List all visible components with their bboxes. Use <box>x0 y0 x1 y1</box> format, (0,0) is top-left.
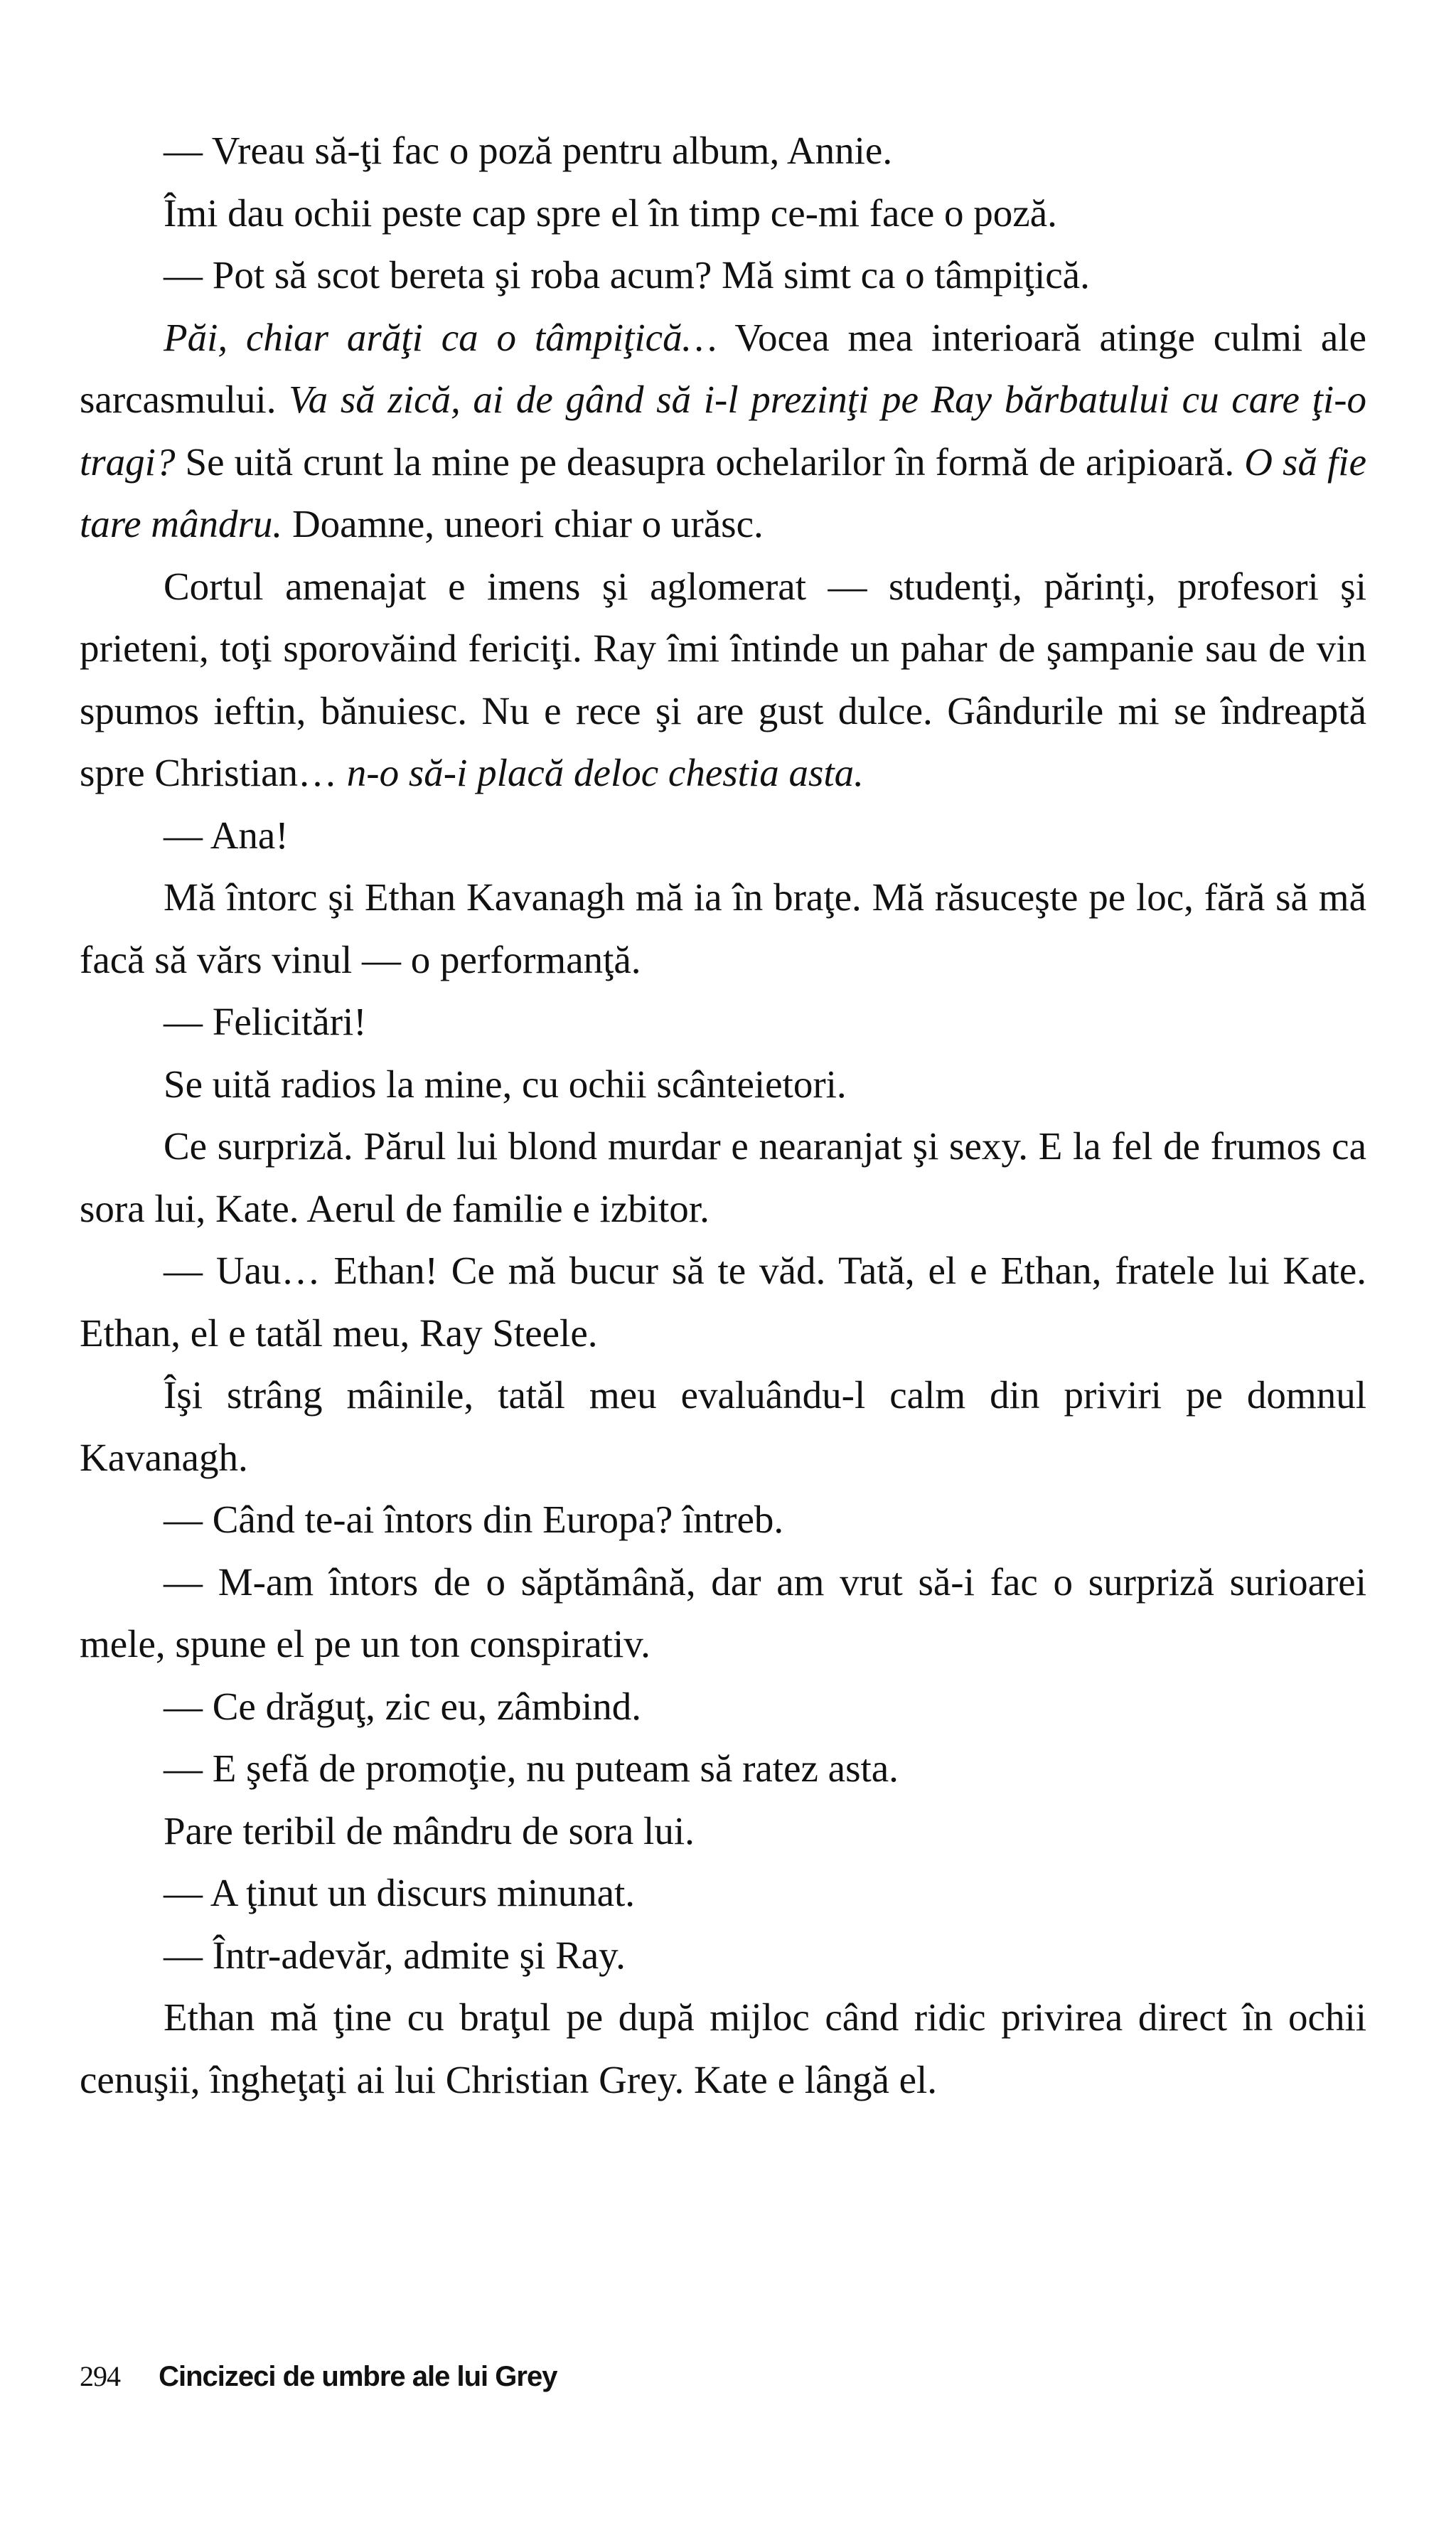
paragraph <box>80 991 1366 1053</box>
paragraph <box>80 1800 1366 1862</box>
paragraph <box>80 1364 1366 1488</box>
paragraph <box>80 306 1366 555</box>
italic-run: n-o să-i placă deloc chestia asta. <box>346 751 864 794</box>
text-run: — Vreau să-ţi fac o poză pentru album, Annie. <box>164 129 893 172</box>
text-run: Îmi dau ochii peste cap spre el în timp ce-mi face o poză. <box>164 191 1057 235</box>
paragraph <box>80 244 1366 306</box>
text-run: — Uau… Ethan! Ce mă bucur să te văd. Tată, el e Ethan, fratele lui Kate. Ethan, el e tatăl meu, Ray Steele. <box>80 1249 1366 1355</box>
text-run: — Felicitări! <box>164 1000 367 1043</box>
text-run: Cortul amenajat e imens şi aglomerat — studenţi, părinţi, profesori şi prieteni, toţi sporovăind fericiţi. Ray îmi întinde un pahar de şampanie sau de vin spumos ieftin, bănuiesc. Nu e rece şi are gust dulce. Gândurile mi se îndreaptă spre Christian… <box>80 564 1366 794</box>
paragraph <box>80 1239 1366 1364</box>
paragraph <box>80 1053 1366 1116</box>
paragraph <box>80 1924 1366 1987</box>
paragraph <box>80 1115 1366 1239</box>
text-run: Se uită crunt la mine pe deasupra ochelarilor în formă de aripioară. <box>175 439 1245 484</box>
paragraph <box>80 1986 1366 2111</box>
text-run: Ce surpriză. Părul lui blond murdar e nearanjat şi sexy. E la fel de frumos ca sora lui, Kate. Aerul de familie e izbitor. <box>80 1124 1366 1230</box>
text-run: Se uită radios la mine, cu ochii scânteietori. <box>164 1062 847 1106</box>
text-run: — E şefă de promoţie, nu puteam să ratez asta. <box>164 1747 899 1790</box>
paragraph <box>80 555 1366 804</box>
text-run: — Pot să scot bereta şi roba acum? Mă simt ca o tâmpiţică. <box>164 253 1090 297</box>
text-run: Doamne, uneori chiar o urăsc. <box>282 502 764 545</box>
text-run: — Ce drăguţ, zic eu, zâmbind. <box>164 1684 642 1728</box>
text-run: — Când te-ai întors din Europa? întreb. <box>164 1498 784 1541</box>
italic-run: Va să zică, ai de gând să i-l prezinţi pe Ray bărbatului cu care ţi-o tragi? <box>80 378 1367 484</box>
paragraph <box>80 182 1366 245</box>
paragraph <box>80 1737 1366 1800</box>
paragraph <box>80 804 1366 867</box>
text-run: — M-am întors de o săptămână, dar am vrut să-i fac o surpriză surioarei mele, spune el pe un ton conspirativ. <box>80 1559 1366 1665</box>
page-footer <box>80 2360 1366 2393</box>
italic-run: O să fie tare mândru. <box>80 439 1366 545</box>
paragraph <box>80 1862 1366 1924</box>
body-text <box>80 119 1366 2111</box>
text-run: — Ana! <box>164 813 289 857</box>
text-run: Mă întorc şi Ethan Kavanagh mă ia în braţe. Mă răsuceşte pe loc, fără să mă facă să vărs vinul — o performanţă. <box>80 875 1366 981</box>
text-run: Vocea mea interioară atinge culmi ale sarcasmului. <box>80 315 1366 421</box>
text-run: — Într-adevăr, admite şi Ray. <box>164 1933 626 1977</box>
text-run: Ethan mă ţine cu braţul pe după mijloc când ridic privirea direct în ochii cenuşii, îngheţaţi ai lui Christian Grey. Kate e lângă el. <box>80 1995 1366 2101</box>
text-run: — A ţinut un discurs minunat. <box>164 1871 636 1914</box>
running-title: Cincizeci de umbre ale lui Grey <box>159 2361 557 2392</box>
italic-run: Păi, chiar arăţi ca o tâmpiţică… <box>164 315 717 359</box>
page-number: 294 <box>80 2360 120 2392</box>
paragraph <box>80 1488 1366 1551</box>
text-run: Îşi strâng mâinile, tatăl meu evaluându-l calm din priviri pe domnul Kavanagh. <box>80 1373 1366 1479</box>
paragraph <box>80 1551 1366 1675</box>
paragraph <box>80 866 1366 991</box>
text-run: Pare teribil de mândru de sora lui. <box>164 1808 695 1852</box>
paragraph <box>80 119 1366 182</box>
paragraph <box>80 1675 1366 1738</box>
